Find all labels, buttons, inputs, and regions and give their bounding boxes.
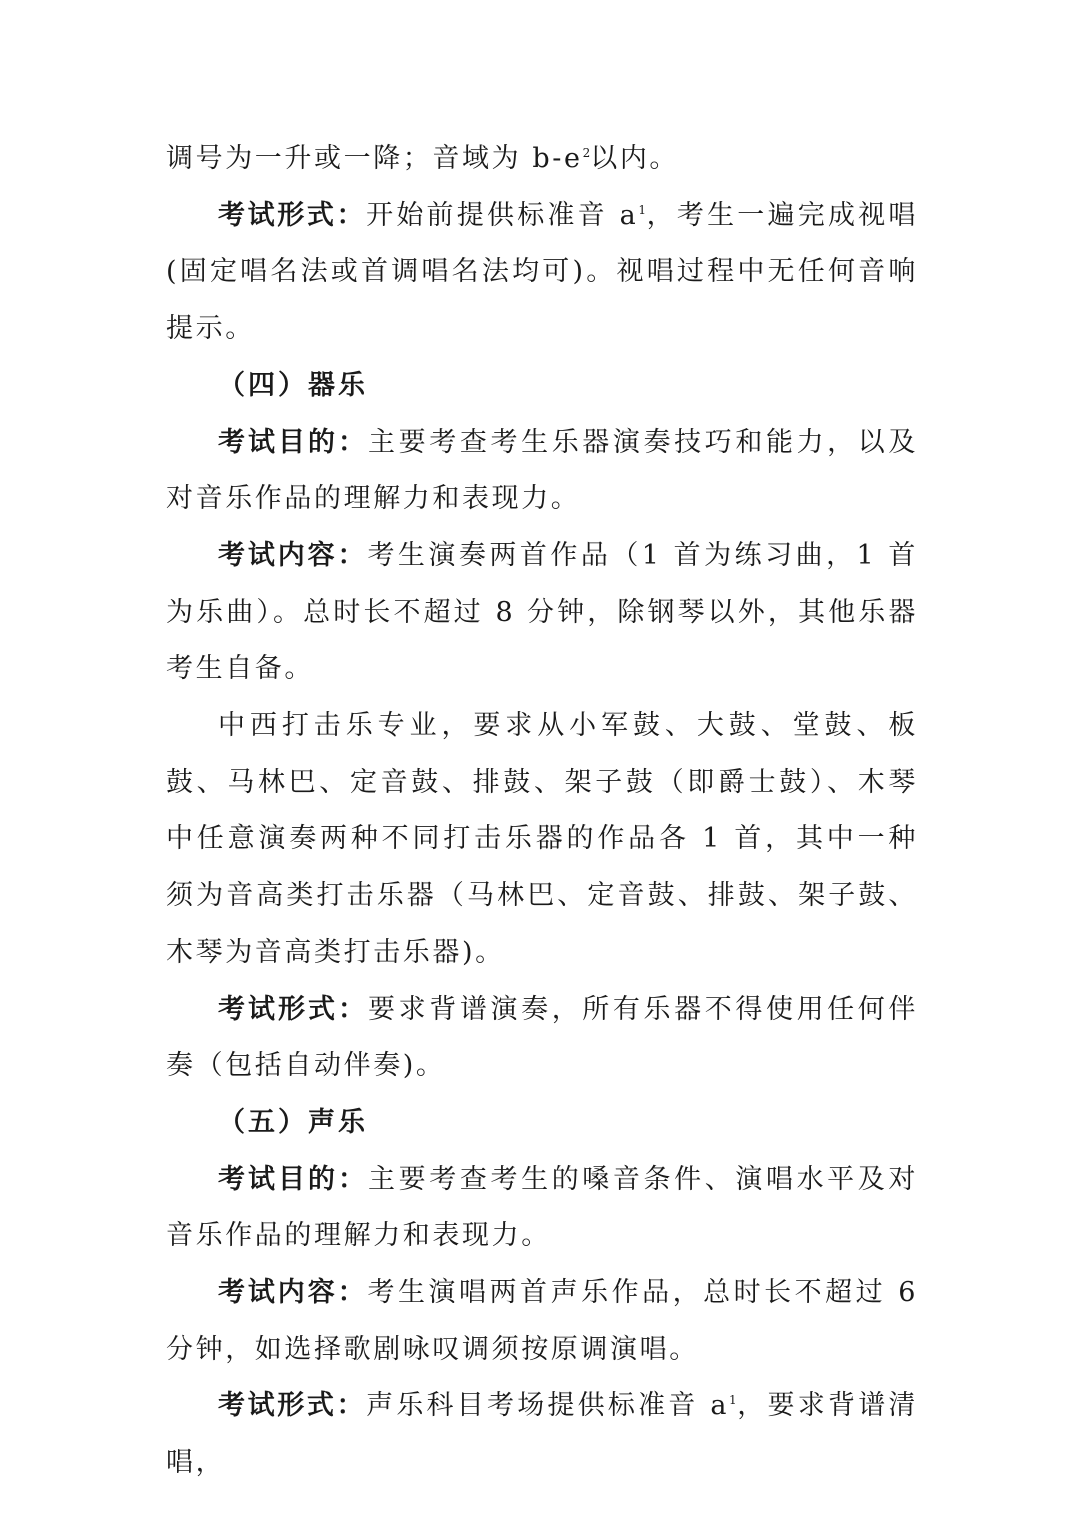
- paragraph-label: 考试目的：: [218, 426, 369, 458]
- vocal-content-paragraph: [166, 1265, 918, 1378]
- range-line: [166, 131, 918, 188]
- instrumental-purpose-paragraph: [166, 415, 918, 528]
- paragraph-text: 开始前提供标准音 a: [366, 199, 639, 231]
- sightsinging-form-paragraph: [166, 188, 918, 358]
- superscript: 2: [582, 146, 591, 160]
- instrumental-form-paragraph: [166, 982, 918, 1095]
- superscript: 1: [729, 1393, 737, 1408]
- paragraph-text: 要求背谱演奏，所有乐器不得使用任何伴奏（包括自动伴奏)。: [166, 993, 918, 1082]
- paragraph-label: 考试目的：: [218, 1163, 369, 1195]
- paragraph-text: 考生演奏两首作品（1 首为练习曲，1 首为乐曲）。总时长不超过 8 分钟，除钢琴以外，其他乐器考生自备。: [166, 539, 919, 685]
- paragraph-text: 主要考查考生的嗓音条件、演唱水平及对音乐作品的理解力和表现力。: [166, 1163, 918, 1252]
- superscript: 1: [638, 202, 647, 217]
- paragraph-text: 考生演唱两首声乐作品，总时长不超过 6 分钟，如选择歌剧咏叹调须按原调演唱。: [166, 1277, 918, 1365]
- paragraph-text-end: ，要求背谱清唱，: [166, 1390, 919, 1479]
- paragraph-label: 考试形式：: [218, 199, 367, 231]
- paragraph-label: 考试内容：: [218, 1277, 368, 1309]
- paragraph-text: 主要考查考生乐器演奏技巧和能力，以及对音乐作品的理解力和表现力。: [166, 426, 918, 515]
- instrumental-content-paragraph: [166, 528, 918, 698]
- range-text-end: 以内。: [590, 143, 680, 174]
- paragraph-text-end: ，考生一遍完成视唱(固定唱名法或首调唱名法均可)。视唱过程中无任何音响提示。: [166, 199, 918, 345]
- percussion-requirement-paragraph: 中西打击乐专业，要求从小军鼓、大鼓、堂鼓、板鼓、马林巴、定音鼓、排鼓、架子鼓（即爵士鼓）、木琴中任意演奏两种不同打击乐器的作品各 1 首，其中一种须为音高类打击乐器（马林巴、定音鼓、排鼓、架子鼓、木琴为音高类打击乐器)。: [166, 710, 918, 968]
- paragraph-label: 考试内容：: [218, 539, 368, 571]
- range-text: 调号为一升或一降；音域为 b-e: [166, 143, 583, 174]
- document-body: [166, 131, 918, 1492]
- vocal-purpose-paragraph: [166, 1152, 918, 1265]
- paragraph-label: 考试形式：: [218, 1390, 367, 1422]
- vocal-form-paragraph: [166, 1378, 918, 1491]
- section-heading-instrumental: （四）器乐: [218, 369, 368, 401]
- paragraph-text: 声乐科目考场提供标准音 a: [366, 1390, 730, 1422]
- paragraph-label: 考试形式：: [218, 993, 369, 1025]
- section-heading-vocal: （五）声乐: [218, 1106, 368, 1138]
